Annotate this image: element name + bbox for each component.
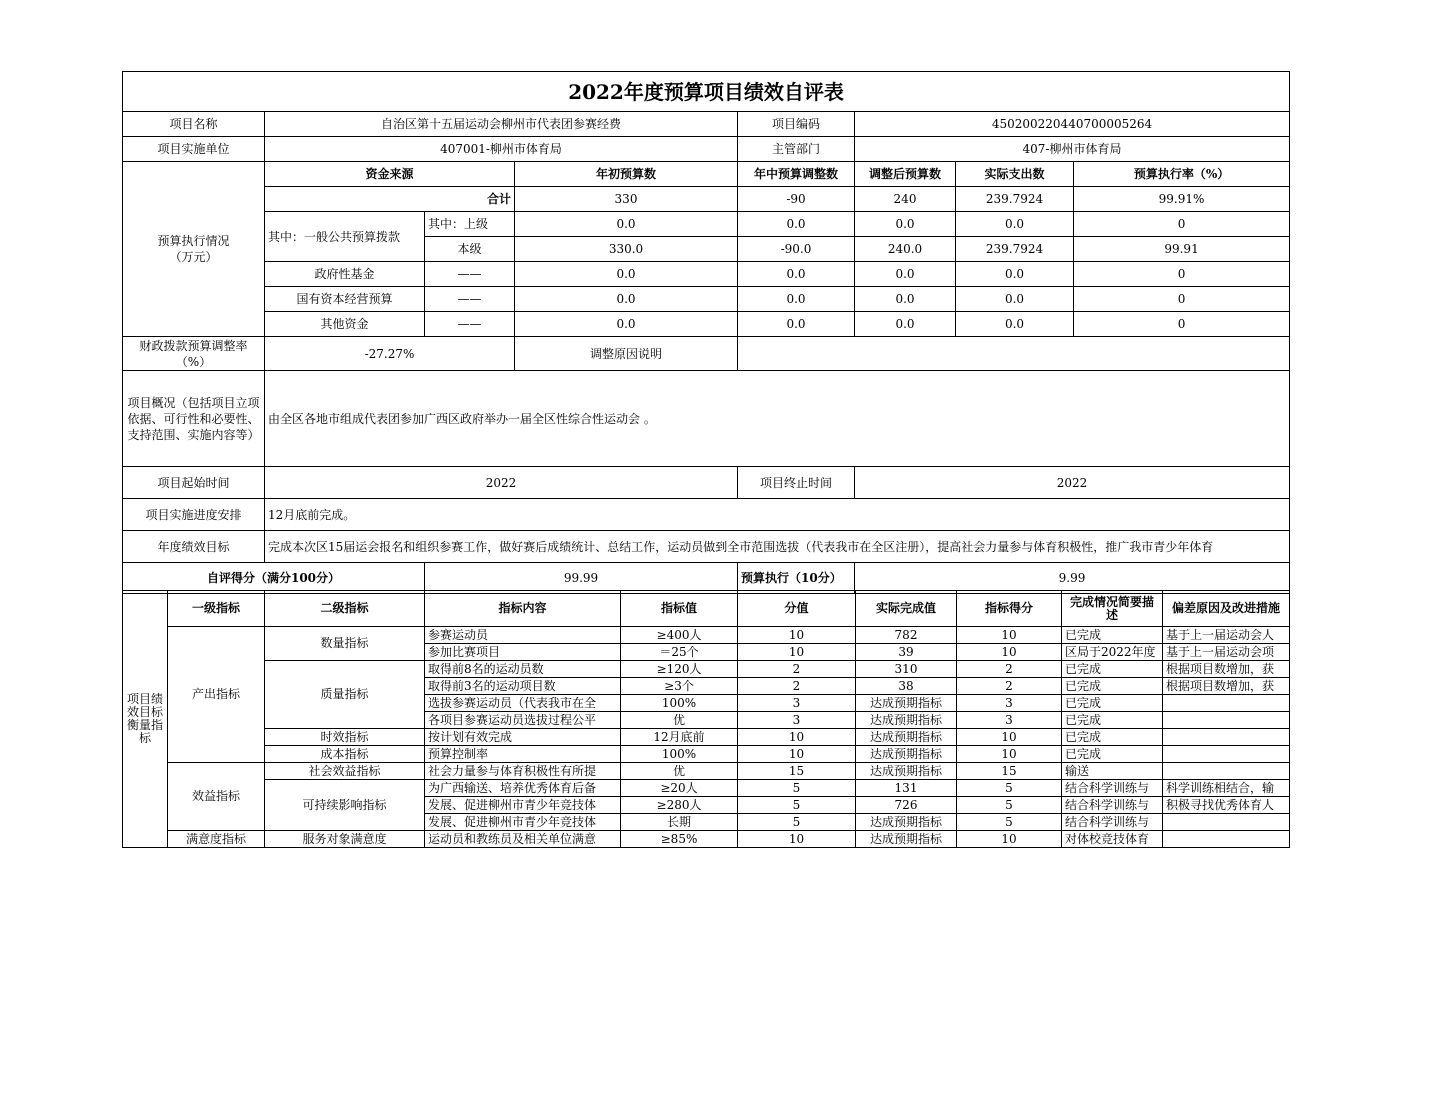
cell-target: 100% <box>621 746 738 763</box>
adjust-reason-value <box>738 337 1290 371</box>
overview-text: 由全区各地市组成代表团参加广西区政府举办一届全区性综合性运动会 。 <box>265 371 1290 467</box>
cell-points: 5 <box>738 780 856 797</box>
table-row <box>123 746 1290 763</box>
fund-rate: 0 <box>1074 287 1290 312</box>
cell-content: 按计划有效完成 <box>425 729 621 746</box>
header-reason: 偏差原因及改进措施 <box>1163 591 1290 627</box>
header-points: 分值 <box>738 591 856 627</box>
fund-label: 政府性基金 <box>265 262 425 287</box>
dept-value: 407-柳州市体育局 <box>855 137 1290 162</box>
header-content: 指标内容 <box>425 591 621 627</box>
cell-target: ≥120人 <box>621 661 738 678</box>
dept-label: 主管部门 <box>738 137 855 162</box>
budget-header-rate: 预算执行率（%） <box>1074 162 1290 187</box>
cell-points: 5 <box>738 814 856 831</box>
cell-desc: 已完成 <box>1062 627 1163 644</box>
cell-score: 10 <box>957 831 1062 848</box>
table-row <box>123 729 1290 746</box>
fund-initial: 0.0 <box>515 262 738 287</box>
fund-dash: —— <box>425 287 515 312</box>
cell-content: 各项目参赛运动员选拔过程公平 <box>425 712 621 729</box>
cell-score: 5 <box>957 797 1062 814</box>
unit-label: 项目实施单位 <box>123 137 265 162</box>
cell-actual: 达成预期指标 <box>856 831 957 848</box>
upper-label: 其中：上级 <box>425 212 515 237</box>
cell-points: 5 <box>738 797 856 814</box>
budget-header-initial: 年初预算数 <box>515 162 738 187</box>
cell-actual: 782 <box>856 627 957 644</box>
cell-target: ≥3个 <box>621 678 738 695</box>
cell-reason <box>1163 763 1290 780</box>
cell-actual: 310 <box>856 661 957 678</box>
end-time-label: 项目终止时间 <box>738 467 855 499</box>
local-label: 本级 <box>425 237 515 262</box>
cell-desc: 已完成 <box>1062 746 1163 763</box>
budget-header-source: 资金来源 <box>265 162 515 187</box>
cell-reason: 积极寻找优秀体育人 <box>1163 797 1290 814</box>
level1-benefit: 效益指标 <box>168 763 265 831</box>
local-actual: 239.7924 <box>956 237 1074 262</box>
fund-label: 国有资本经营预算 <box>265 287 425 312</box>
exec-score-label: 预算执行（10分） <box>738 563 855 594</box>
general-budget-label: 其中：一般公共预算拨款 <box>265 212 425 262</box>
schedule-label: 项目实施进度安排 <box>123 499 265 531</box>
local-initial: 330.0 <box>515 237 738 262</box>
cell-content: 发展、促进柳州市青少年竞技体 <box>425 814 621 831</box>
cell-actual: 达成预期指标 <box>856 695 957 712</box>
upper-actual: 0.0 <box>956 212 1074 237</box>
cell-actual: 726 <box>856 797 957 814</box>
cell-points: 15 <box>738 763 856 780</box>
self-score-value: 99.99 <box>425 563 738 594</box>
budget-total-adjusted: 240 <box>855 187 956 212</box>
cell-desc: 结合科学训练与 <box>1062 814 1163 831</box>
table-row <box>123 831 1290 848</box>
budget-section-label: 预算执行情况 （万元） <box>123 162 265 337</box>
cell-content: 为广西输送、培养优秀体育后备 <box>425 780 621 797</box>
cell-points: 10 <box>738 729 856 746</box>
cell-score: 3 <box>957 695 1062 712</box>
cell-reason <box>1163 695 1290 712</box>
table-row <box>123 661 1290 678</box>
budget-total-actual: 239.7924 <box>956 187 1074 212</box>
cell-target: 100% <box>621 695 738 712</box>
cell-actual: 达成预期指标 <box>856 729 957 746</box>
header-score: 指标得分 <box>957 591 1062 627</box>
fund-adjust: 0.0 <box>738 287 855 312</box>
cell-desc: 已完成 <box>1062 695 1163 712</box>
fund-adjust: 0.0 <box>738 312 855 337</box>
cell-points: 10 <box>738 644 856 661</box>
cell-actual: 达成预期指标 <box>856 746 957 763</box>
cell-actual: 38 <box>856 678 957 695</box>
cell-actual: 131 <box>856 780 957 797</box>
cell-points: 2 <box>738 678 856 695</box>
header-level2: 二级指标 <box>265 591 425 627</box>
cell-actual: 达成预期指标 <box>856 763 957 780</box>
cell-reason <box>1163 746 1290 763</box>
cell-content: 运动员和教练员及相关单位满意 <box>425 831 621 848</box>
cell-target: ≥85% <box>621 831 738 848</box>
cell-reason: 根据项目数增加，获 <box>1163 678 1290 695</box>
cell-desc: 输送 <box>1062 763 1163 780</box>
fund-actual: 0.0 <box>956 312 1074 337</box>
level2-quality: 质量指标 <box>265 661 425 729</box>
cell-score: 10 <box>957 644 1062 661</box>
cell-points: 10 <box>738 746 856 763</box>
budget-header-adjusted: 调整后预算数 <box>855 162 956 187</box>
evaluation-table-top <box>122 71 1290 594</box>
level2-quantity: 数量指标 <box>265 627 425 661</box>
cell-content: 参加比赛项目 <box>425 644 621 661</box>
cell-desc: 已完成 <box>1062 712 1163 729</box>
fund-adjusted: 0.0 <box>855 262 956 287</box>
cell-target: ≥400人 <box>621 627 738 644</box>
cell-desc: 结合科学训练与 <box>1062 780 1163 797</box>
level1-output: 产出指标 <box>168 627 265 763</box>
cell-points: 10 <box>738 627 856 644</box>
goal-text: 完成本次区15届运会报名和组织参赛工作，做好赛后成绩统计、总结工作，运动员做到全市范围选拔（代表我市在全区注册），提高社会力量参与体育积极性，推广我市青少年体育 <box>265 531 1290 563</box>
level1-satisfaction: 满意度指标 <box>168 831 265 848</box>
local-rate: 99.91 <box>1074 237 1290 262</box>
cell-reason <box>1163 831 1290 848</box>
cell-score: 15 <box>957 763 1062 780</box>
cell-score: 2 <box>957 661 1062 678</box>
cell-desc: 结合科学训练与 <box>1062 797 1163 814</box>
indicator-table <box>122 590 1290 848</box>
cell-actual: 达成预期指标 <box>856 814 957 831</box>
cell-reason <box>1163 729 1290 746</box>
cell-points: 2 <box>738 661 856 678</box>
cell-points: 3 <box>738 712 856 729</box>
cell-content: 预算控制率 <box>425 746 621 763</box>
fund-initial: 0.0 <box>515 312 738 337</box>
project-code: 450200220440700005264 <box>855 112 1290 137</box>
cell-reason <box>1163 814 1290 831</box>
cell-reason: 基于上一届运动会人 <box>1163 627 1290 644</box>
budget-total-label: 合计 <box>265 187 515 212</box>
upper-initial: 0.0 <box>515 212 738 237</box>
cell-reason: 根据项目数增加，获 <box>1163 661 1290 678</box>
cell-content: 取得前3名的运动项目数 <box>425 678 621 695</box>
cell-score: 10 <box>957 729 1062 746</box>
budget-header-actual: 实际支出数 <box>956 162 1074 187</box>
overview-label: 项目概况（包括项目立项依据、可行性和必要性、支持范围、实施内容等） <box>123 371 265 467</box>
fund-actual: 0.0 <box>956 262 1074 287</box>
cell-target: 优 <box>621 763 738 780</box>
cell-actual: 达成预期指标 <box>856 712 957 729</box>
cell-target: 长期 <box>621 814 738 831</box>
cell-content: 参赛运动员 <box>425 627 621 644</box>
project-name-label: 项目名称 <box>123 112 265 137</box>
cell-content: 发展、促进柳州市青少年竞技体 <box>425 797 621 814</box>
cell-points: 10 <box>738 831 856 848</box>
indicator-section-label: 项目绩效目标衡量指标 <box>123 591 168 848</box>
level2-sustainable: 可持续影响指标 <box>265 780 425 831</box>
budget-total-rate: 99.91% <box>1074 187 1290 212</box>
fund-rate: 0 <box>1074 262 1290 287</box>
fund-adjusted: 0.0 <box>855 287 956 312</box>
end-time-value: 2022 <box>855 467 1290 499</box>
cell-desc: 已完成 <box>1062 678 1163 695</box>
cell-desc: 区局于2022年度 <box>1062 644 1163 661</box>
fund-actual: 0.0 <box>956 287 1074 312</box>
table-row <box>123 627 1290 644</box>
budget-total-initial: 330 <box>515 187 738 212</box>
header-level1: 一级指标 <box>168 591 265 627</box>
cell-content: 取得前8名的运动员数 <box>425 661 621 678</box>
unit-value: 407001-柳州市体育局 <box>265 137 738 162</box>
fund-rate: 0 <box>1074 312 1290 337</box>
cell-desc: 已完成 <box>1062 661 1163 678</box>
cell-score: 10 <box>957 746 1062 763</box>
level2-cost: 成本指标 <box>265 746 425 763</box>
page-title: 2022年度预算项目绩效自评表 <box>123 72 1290 112</box>
level2-social: 社会效益指标 <box>265 763 425 780</box>
fund-adjust: 0.0 <box>738 262 855 287</box>
budget-header-adjust: 年中预算调整数 <box>738 162 855 187</box>
fund-label: 其他资金 <box>265 312 425 337</box>
cell-reason: 科学训练相结合，输 <box>1163 780 1290 797</box>
level2-timeliness: 时效指标 <box>265 729 425 746</box>
cell-reason <box>1163 712 1290 729</box>
adjust-rate-label: 财政拨款预算调整率（%） <box>123 337 265 371</box>
upper-adjusted: 0.0 <box>855 212 956 237</box>
project-code-label: 项目编码 <box>738 112 855 137</box>
fund-dash: —— <box>425 262 515 287</box>
cell-target: 优 <box>621 712 738 729</box>
cell-content: 社会力量参与体育积极性有所提 <box>425 763 621 780</box>
cell-content: 选拔参赛运动员（代表我市在全 <box>425 695 621 712</box>
header-actual: 实际完成值 <box>856 591 957 627</box>
cell-target: ＝25个 <box>621 644 738 661</box>
adjust-rate-value: -27.27% <box>265 337 515 371</box>
goal-label: 年度绩效目标 <box>123 531 265 563</box>
cell-desc: 已完成 <box>1062 729 1163 746</box>
upper-adjust: 0.0 <box>738 212 855 237</box>
cell-actual: 39 <box>856 644 957 661</box>
cell-desc: 对体校竞技体育 <box>1062 831 1163 848</box>
upper-rate: 0 <box>1074 212 1290 237</box>
cell-points: 3 <box>738 695 856 712</box>
fund-initial: 0.0 <box>515 287 738 312</box>
budget-total-adjust: -90 <box>738 187 855 212</box>
cell-target: ≥20人 <box>621 780 738 797</box>
cell-score: 5 <box>957 780 1062 797</box>
project-name: 自治区第十五届运动会柳州市代表团参赛经费 <box>265 112 738 137</box>
cell-score: 3 <box>957 712 1062 729</box>
table-row <box>123 763 1290 780</box>
cell-score: 5 <box>957 814 1062 831</box>
start-time-label: 项目起始时间 <box>123 467 265 499</box>
fund-dash: —— <box>425 312 515 337</box>
self-score-label: 自评得分（满分100分） <box>123 563 425 594</box>
header-desc: 完成情况简要描述 <box>1062 591 1163 627</box>
local-adjust: -90.0 <box>738 237 855 262</box>
local-adjusted: 240.0 <box>855 237 956 262</box>
cell-target: 12月底前 <box>621 729 738 746</box>
table-row <box>123 780 1290 797</box>
schedule-text: 12月底前完成。 <box>265 499 1290 531</box>
level2-service: 服务对象满意度 <box>265 831 425 848</box>
cell-reason: 基于上一届运动会项 <box>1163 644 1290 661</box>
exec-score-value: 9.99 <box>855 563 1290 594</box>
cell-score: 2 <box>957 678 1062 695</box>
adjust-reason-label: 调整原因说明 <box>515 337 738 371</box>
start-time-value: 2022 <box>265 467 738 499</box>
cell-score: 10 <box>957 627 1062 644</box>
fund-adjusted: 0.0 <box>855 312 956 337</box>
cell-target: ≥280人 <box>621 797 738 814</box>
header-target: 指标值 <box>621 591 738 627</box>
